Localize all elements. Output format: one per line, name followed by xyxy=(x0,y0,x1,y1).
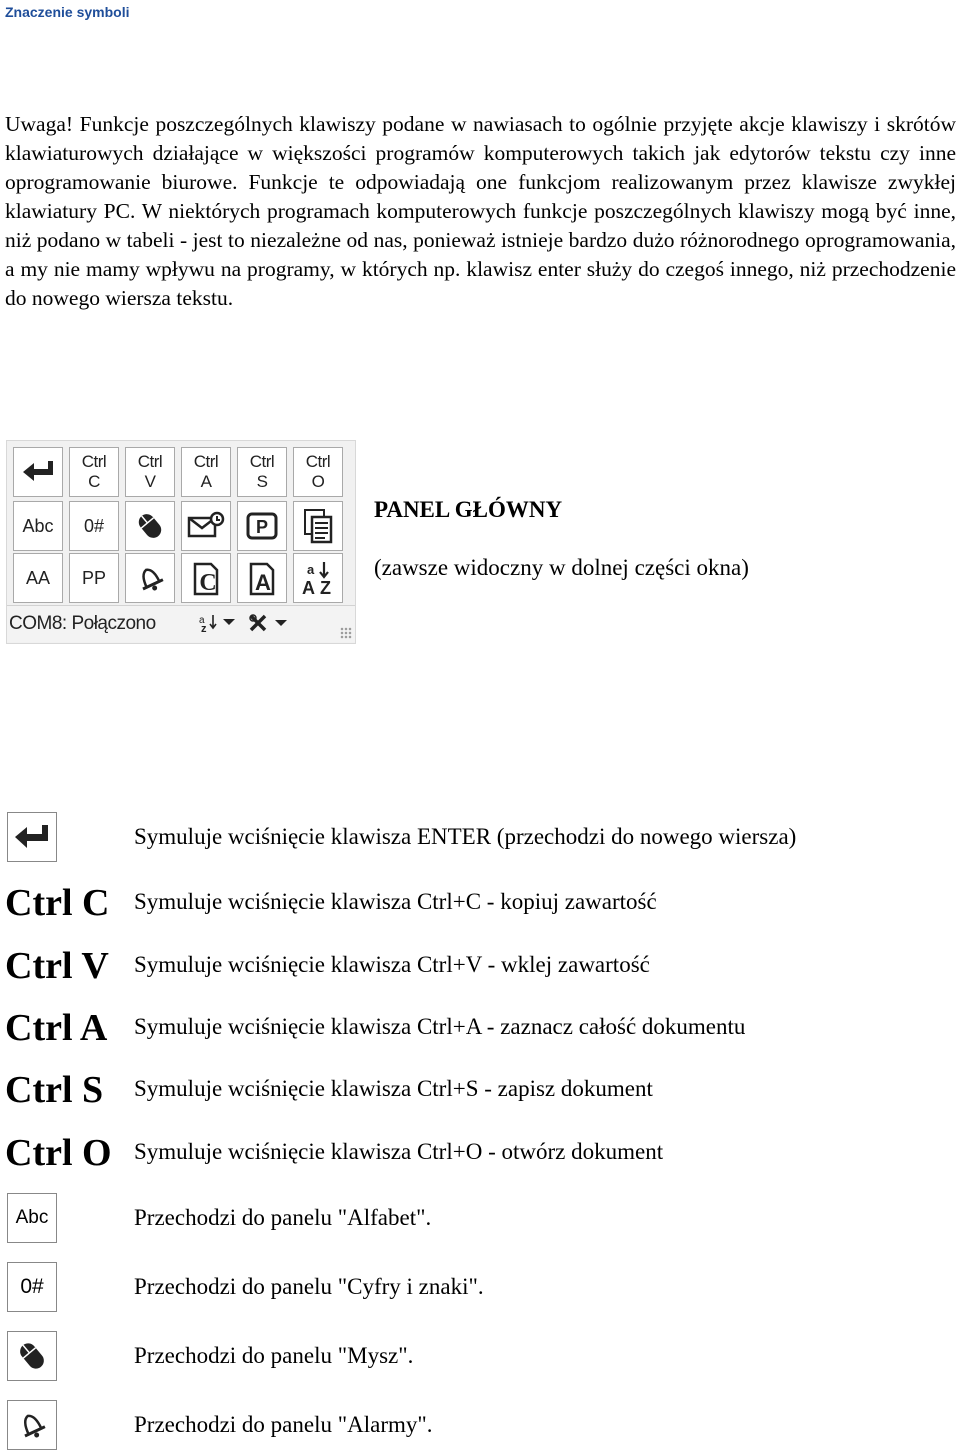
print-icon xyxy=(245,511,279,541)
key-label-top: Ctrl xyxy=(305,452,331,471)
key-label-bottom: V xyxy=(144,472,156,491)
mouse-icon xyxy=(14,1338,50,1374)
bell-icon xyxy=(14,1407,50,1443)
main-panel-screenshot xyxy=(6,440,356,644)
enter-icon xyxy=(20,459,56,485)
legend-ctrl-c-desc: Symuluje wciśnięcie klawisza Ctrl+C - kopiuj zawartość xyxy=(134,889,657,914)
key-label-top: Ctrl xyxy=(249,452,275,471)
settings-dropdown-icon[interactable] xyxy=(247,612,295,639)
panel-key-pp[interactable] xyxy=(69,553,119,603)
panel-title: PANEL GŁÓWNY xyxy=(374,497,563,522)
legend-abc-icon-box xyxy=(7,1193,57,1243)
legend-digits-icon-box xyxy=(7,1262,57,1312)
legend-enter-icon-box xyxy=(7,812,57,862)
key-label-top: Ctrl xyxy=(81,452,107,471)
sort-icon xyxy=(300,558,336,598)
legend-abc-desc: Przechodzi do panelu "Alfabet". xyxy=(134,1205,432,1230)
key-label-bottom: O xyxy=(311,472,325,491)
legend-mouse-icon-box xyxy=(7,1331,57,1381)
panel-key-ctrl-c[interactable] xyxy=(69,447,119,497)
bell-icon xyxy=(133,561,167,595)
intro-note xyxy=(5,110,956,313)
svg-text:a: a xyxy=(307,562,315,577)
key-label-bottom: A xyxy=(200,472,212,491)
panel-key-ctrl-v[interactable] xyxy=(125,447,175,497)
panel-key-enter[interactable] xyxy=(13,447,63,497)
key-label-bottom: S xyxy=(256,472,268,491)
panel-key-copy[interactable] xyxy=(293,501,343,551)
mouse-icon xyxy=(133,509,167,543)
key-label: PP xyxy=(81,567,106,588)
legend-digits-desc: Przechodzi do panelu "Cyfry i znaki". xyxy=(134,1274,484,1299)
svg-text:C: C xyxy=(199,570,217,596)
svg-text:A: A xyxy=(255,570,271,595)
panel-key-paste[interactable] xyxy=(181,553,231,603)
panel-key-ctrl-o[interactable] xyxy=(293,447,343,497)
panel-key-ctrl-a[interactable] xyxy=(181,447,231,497)
key-label-bottom: C xyxy=(88,472,100,491)
svg-text:P: P xyxy=(255,517,269,537)
page-header: Znaczenie symboli xyxy=(5,4,130,20)
intro-text: Uwaga! Funkcje poszczególnych klawiszy podane w nawiasach to ogólnie przyjęte akcje klawiszy i skrótów klawiaturowych działające w większości programów komputerowych takich jak edytorów tekstu czy inne oprogramowanie biurowe. Funkcje te odpowiadają one funkcjom realizowanym przez klawisze zwykłej klawiatury PC. W niektórych programach komputerowych funkcje poszczególnych klawiszy mogą być inne, niż podano w tabeli - jest to niezależne od nas, ponieważ istnieje bardzo dużo różnorodnego oprogramowania, a my nie mamy wpływu na programy, w których np. klawisz enter służy do czegoś innego, niż przechodzenie do nowego wiersza tekstu. xyxy=(5,112,956,310)
legend-ctrl-s-key: Ctrl S xyxy=(5,1069,104,1111)
legend-ctrl-c-key: Ctrl C xyxy=(5,882,110,924)
panel-key-abc[interactable] xyxy=(13,501,63,551)
legend-ctrl-o-key: Ctrl O xyxy=(5,1132,112,1174)
panel-key-aa[interactable] xyxy=(13,553,63,603)
font-icon xyxy=(245,558,279,598)
sort-dropdown-icon[interactable] xyxy=(199,612,245,639)
enter-icon xyxy=(12,823,52,851)
legend-enter-desc: Symuluje wciśnięcie klawisza ENTER (przechodzi do nowego wiersza) xyxy=(134,824,797,849)
legend-ctrl-s-desc: Symuluje wciśnięcie klawisza Ctrl+S - zapisz dokument xyxy=(134,1076,653,1101)
legend-ctrl-v-desc: Symuluje wciśnięcie klawisza Ctrl+V - wklej zawartość xyxy=(134,952,650,977)
panel-key-sort[interactable] xyxy=(293,553,343,603)
paste-icon xyxy=(189,558,223,598)
key-label: Abc xyxy=(22,515,54,536)
panel-key-alarm[interactable] xyxy=(125,553,175,603)
key-label: 0# xyxy=(83,515,105,536)
resize-grip[interactable] xyxy=(340,627,352,639)
svg-text:Z: Z xyxy=(320,578,331,598)
panel-key-mail[interactable] xyxy=(181,501,231,551)
digits-key-label: 0# xyxy=(20,1275,44,1298)
legend-ctrl-a-desc: Symuluje wciśnięcie klawisza Ctrl+A - zaznacz całość dokumentu xyxy=(134,1014,746,1039)
abc-key-label: Abc xyxy=(15,1207,49,1228)
legend-ctrl-o-desc: Symuluje wciśnięcie klawisza Ctrl+O - otwórz dokument xyxy=(134,1139,664,1164)
panel-key-print[interactable] xyxy=(237,501,287,551)
panel-key-font[interactable] xyxy=(237,553,287,603)
key-label-top: Ctrl xyxy=(193,452,219,471)
legend-mouse-desc: Przechodzi do panelu "Mysz". xyxy=(134,1343,414,1368)
key-label: AA xyxy=(25,567,50,588)
copy-icon xyxy=(301,507,335,545)
legend-alarm-icon-box xyxy=(7,1400,57,1450)
svg-text:a: a xyxy=(199,615,205,626)
key-label-top: Ctrl xyxy=(137,452,163,471)
legend-ctrl-v-key: Ctrl V xyxy=(5,945,109,987)
status-bar xyxy=(7,605,355,642)
svg-text:A: A xyxy=(302,578,315,598)
panel-key-ctrl-s[interactable] xyxy=(237,447,287,497)
connection-status: COM8: Połączono xyxy=(9,613,156,634)
panel-key-mouse[interactable] xyxy=(125,501,175,551)
svg-text:z: z xyxy=(201,623,207,634)
legend-alarm-desc: Przechodzi do panelu "Alarmy". xyxy=(134,1412,433,1437)
panel-subtitle: (zawsze widoczny w dolnej części okna) xyxy=(374,555,749,580)
legend-ctrl-a-key: Ctrl A xyxy=(5,1007,108,1049)
mail-icon xyxy=(187,511,225,541)
panel-key-digits[interactable] xyxy=(69,501,119,551)
